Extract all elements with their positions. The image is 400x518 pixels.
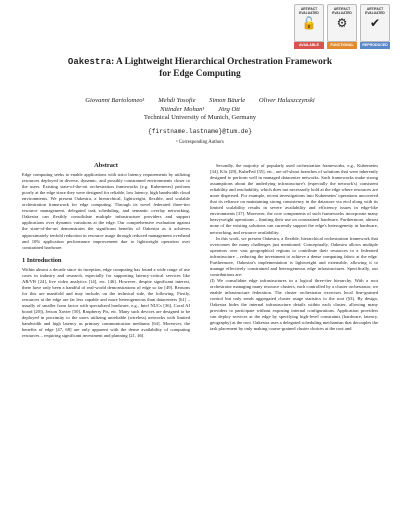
author-list <box>30 97 370 114</box>
author: Oliver Haluszczynski <box>258 97 315 104</box>
badge-available <box>294 4 324 50</box>
badge-label-top: ARTIFACT <box>300 7 318 11</box>
abstract-heading: Abstract <box>94 162 118 169</box>
badge-label-top: ARTIFACT <box>333 7 351 11</box>
gear-icon: ⚙ <box>336 16 348 31</box>
author: Mehdi Yosofie <box>158 97 196 104</box>
badge-label-top: ARTIFACT <box>366 7 384 11</box>
left-column <box>22 163 190 339</box>
paper-title <box>30 56 370 80</box>
author: Simon Bäurle <box>209 97 246 104</box>
abstract-text: Edge computing seeks to enable applications with strict latency requirements by utilizing resources deployed in diverse, dynamic, and possibly constrained environments closer to the users. Existing state-of-the-art orchestration frameworks (e.g. Kubernetes) perform poorly at the edge since they were designed for reliable, low latency, high bandwidth cloud environments. We present Oakestra, a hierarchical, lightweight, flexible, and scalable orchestration framework for edge computing. Through its novel federated three-tier resource management, delegated task scheduling, and semantic overlay networking, Oakestra can flexibly consolidate multiple infrastructure providers and support applications over dynamic variations at the edge. Our comprehensive evaluation against the state-of-the-art demonstrates the significant benefits of Oakestra as it achieves approximately tenfold reduction in resource usage through reduced management overhead and 10% application performance improvement due to lightweight operation over constrained hardware. <box>22 172 190 250</box>
author: Giovanni Bartolomeo¹ <box>85 97 145 104</box>
badge-ribbon: AVAILABLE <box>294 42 324 49</box>
badge-ribbon: FUNCTIONAL <box>327 42 357 49</box>
affiliation: Technical University of Munich, Germany <box>143 114 257 121</box>
badge-reproduced <box>360 4 390 50</box>
title-rest: : A Lightweight Hierarchical Orchestration Framework <box>111 57 333 67</box>
unlock-icon: 🔓 <box>301 16 317 31</box>
badge-ribbon: REPRODUCED <box>360 42 390 49</box>
title-system-name: Oakestra <box>67 57 112 67</box>
title-line2: for Edge Computing <box>159 69 241 79</box>
intro-text: Within almost a decade since its inception, edge computing has found a wide range of use cases in industry and research, especially for supporting latency-critical services like AR/VR [24], live video analytics [14], etc. [46]. However, despite significant interest, there have only been a handful of real-world demonstrations of edge so far [49]. Reasons for this are manifold and may include, on the technical side, the following. Firstly, resources at the edge are far less capable and more heterogeneous than datacenters [61] – usually of smaller form factor with specialized hardware, e.g., Intel NUCs [36], Coral AI board [20]), Jetson Xavier [50], Raspberry Pis, etc. Many such devices are designed to be deployed in proximity to the users utilizing unreliable (wireless) networks with limited bandwidth and high latency as primary communication mediums [64]. Moreover, the benefits of edge [47, 68] are only apparent with the dense availability of computing resources – requiring significant investment and planning [21, 46]. <box>22 266 190 339</box>
paragraph: Secondly, the majority of popularly used orchestration frameworks, e.g., Kubernetes [34], K3s [29], KubeFed [35], etc., are off-shoot branches of solutions that were inherently designed to perform well in managed datacenter networks. Such frameworks make strong assumptions about the underlying infrastructure's (especially the network's) consistent reliability and reachability, which does not necessarily hold at the edge where resources are more dispersed. For example, recent investigations into Kubernetes' operations uncovered that its reliance on maintaining strong consistency in the datastore via etcd along with its limited scalability results in severe availability and efficiency issues in edge-like environments [37]. Moreover, the core components of such frameworks incorporate many heavyweight operations – limiting their use on constrained hardware. Furthermore, almost none of the existing solutions can currently support the edge's heterogeneity in hardware, networking, and resource availability. <box>210 163 378 235</box>
author: Nitinder Mohan¹ <box>160 105 205 113</box>
badge-functional <box>327 4 357 50</box>
artifact-badges <box>294 4 390 50</box>
section-heading: 1 Introduction <box>22 256 62 264</box>
paragraph: (I) We consolidate edge infrastructures in a logical three-tier hierarchy. With a root orchestrator managing many resource clusters, each controlled by a cluster orchestrator, we enable infrastructure federation. The cluster orchestrator exercises local fine-grained control but only sends aggregated cluster usage statistics to the root (§3). By design, Oakestra hides the internal infrastructure details within each cluster, allowing many providers to participate without exposing internal configurations. Application providers can deploy services at the edge by specifying high-level constraints (hardware, latency, geography) at the root. Oakestra uses a delegated scheduling mechanism that decouples the task placement by only making coarse-grained cluster choices at the root and <box>210 277 378 332</box>
paragraph: In this work, we present Oakestra, a flexible, hierarchical orchestration framework that overcomes the many challenges just mentioned. Conceptually, Oakestra allows multiple operators over vast geographical regions to contribute their resources to a federated infrastructure – reducing the investment to achieve a dense computing fabric at the edge. Furthermore, Oakestra's implementation is lightweight and extensible, allowing it to manage effectively constrained and heterogeneous edge infrastructures. Specifically, our contributions are: <box>210 235 378 277</box>
email: {firstname.lastname}@tum.de} <box>148 128 252 135</box>
badge-label-mid: EVALUATED <box>299 10 319 15</box>
footnote: ¹ Corresponding Authors <box>176 140 224 145</box>
check-icon: ✔ <box>369 16 381 31</box>
badge-label-mid: EVALUATED <box>365 10 385 15</box>
author: Jörg Ott <box>218 105 240 113</box>
right-column <box>210 163 378 332</box>
badge-label-mid: EVALUATED <box>332 10 352 15</box>
